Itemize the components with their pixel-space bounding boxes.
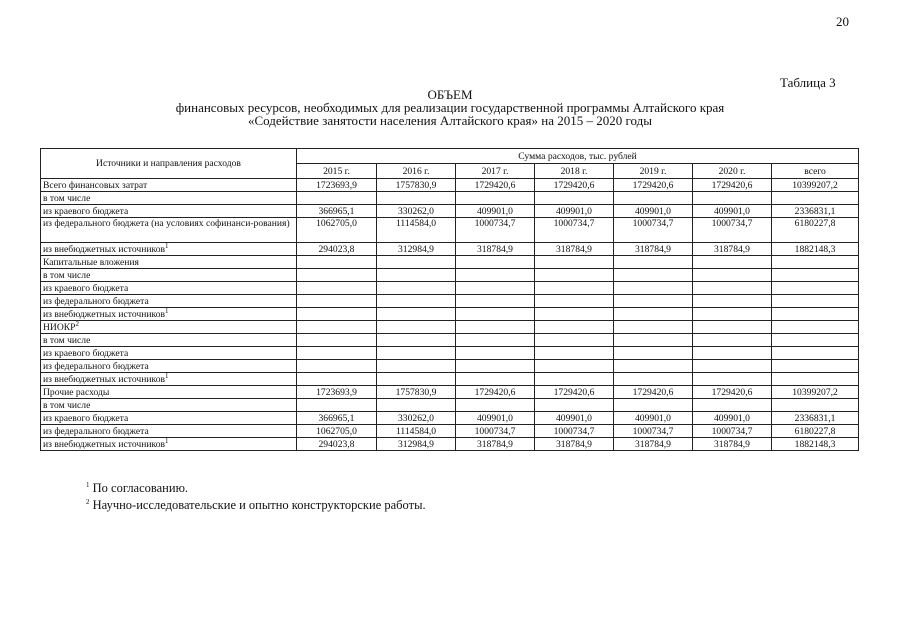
- value-cell: 1062705,0: [297, 425, 377, 438]
- total-cell: [772, 334, 859, 347]
- value-cell: 330262,0: [377, 412, 456, 425]
- value-cell: [297, 373, 377, 386]
- value-cell: 294023,8: [297, 438, 377, 451]
- row-label-text: из внебюджетных источников: [43, 243, 166, 255]
- value-cell: [535, 373, 614, 386]
- value-cell: [297, 269, 377, 282]
- value-cell: 1000734,7: [614, 218, 693, 243]
- footnote-ref: 2: [75, 320, 80, 328]
- title-block: [40, 88, 860, 127]
- title-line-2: «Содействие занятости населения Алтайского края» на 2015 – 2020 годы: [247, 113, 652, 128]
- value-cell: 1723693,9: [297, 179, 377, 192]
- value-cell: 318784,9: [614, 243, 693, 256]
- value-cell: [614, 308, 693, 321]
- row-label: [41, 321, 297, 334]
- row-label: [41, 308, 297, 321]
- value-cell: [456, 282, 535, 295]
- title-main: ОБЪЕМ: [427, 87, 473, 102]
- value-cell: 1723693,9: [297, 386, 377, 399]
- value-cell: [297, 334, 377, 347]
- row-label-text: из краевого бюджета: [43, 205, 129, 217]
- value-cell: 1000734,7: [456, 218, 535, 243]
- footnote-ref: 1: [165, 372, 169, 380]
- value-cell: [614, 269, 693, 282]
- value-cell: [377, 321, 456, 334]
- value-cell: [297, 321, 377, 334]
- year-header: 2020 г.: [693, 164, 772, 179]
- year-header: 2017 г.: [456, 164, 535, 179]
- table-row: [41, 438, 859, 451]
- value-cell: [456, 269, 535, 282]
- total-cell: [772, 308, 859, 321]
- footnote-text: По согласованию.: [92, 481, 189, 495]
- value-cell: [456, 256, 535, 269]
- value-cell: [456, 399, 535, 412]
- total-cell: 10399207,2: [772, 386, 859, 399]
- value-cell: [535, 256, 614, 269]
- row-label: [41, 412, 297, 425]
- page-number: 20: [836, 14, 849, 29]
- value-cell: 330262,0: [377, 205, 456, 218]
- value-cell: [614, 321, 693, 334]
- total-cell: [772, 399, 859, 412]
- value-cell: [614, 256, 693, 269]
- year-header: 2015 г.: [297, 164, 377, 179]
- row-label: [41, 438, 297, 451]
- table-row: [41, 308, 859, 321]
- value-cell: 1000734,7: [614, 425, 693, 438]
- value-cell: [614, 192, 693, 205]
- value-cell: 1729420,6: [456, 386, 535, 399]
- table-row: [41, 399, 859, 412]
- header-row-1: [41, 149, 859, 164]
- value-cell: [377, 334, 456, 347]
- value-cell: 1000734,7: [456, 425, 535, 438]
- value-cell: [614, 334, 693, 347]
- value-cell: [693, 373, 772, 386]
- year-header: 2019 г.: [614, 164, 693, 179]
- row-label: [41, 205, 297, 218]
- value-cell: [297, 256, 377, 269]
- total-cell: 6180227,8: [772, 425, 859, 438]
- table-row: [41, 386, 859, 399]
- total-cell: [772, 360, 859, 373]
- value-cell: [456, 347, 535, 360]
- value-cell: 1062705,0: [297, 218, 377, 243]
- value-cell: [535, 192, 614, 205]
- value-cell: 1757830,9: [377, 179, 456, 192]
- value-cell: 409901,0: [614, 412, 693, 425]
- table-row: [41, 282, 859, 295]
- table-row: [41, 192, 859, 205]
- value-cell: [377, 399, 456, 412]
- row-label: [41, 386, 297, 399]
- table-row: [41, 179, 859, 192]
- row-label-text: из федерального бюджета: [43, 295, 149, 307]
- value-cell: 366965,1: [297, 205, 377, 218]
- value-cell: [456, 360, 535, 373]
- value-cell: [614, 295, 693, 308]
- value-cell: [377, 269, 456, 282]
- row-label-text: из краевого бюджета: [43, 282, 129, 294]
- value-cell: [693, 308, 772, 321]
- table-row: [41, 425, 859, 438]
- title-line-1: финансовых ресурсов, необходимых для реализации государственной программы Алтайского края: [175, 100, 725, 115]
- total-cell: 2336831,1: [772, 412, 859, 425]
- row-label-text: в том числе: [43, 399, 91, 411]
- value-cell: [377, 295, 456, 308]
- value-cell: 1729420,6: [693, 179, 772, 192]
- row-label-text: в том числе: [43, 334, 91, 346]
- row-label: [41, 373, 297, 386]
- value-cell: 318784,9: [535, 243, 614, 256]
- value-cell: [297, 295, 377, 308]
- value-cell: [693, 192, 772, 205]
- value-cell: 318784,9: [456, 438, 535, 451]
- total-cell: [772, 295, 859, 308]
- row-label-text: из федерального бюджета: [43, 360, 149, 372]
- value-cell: [535, 347, 614, 360]
- total-cell: [772, 269, 859, 282]
- total-cell: [772, 256, 859, 269]
- value-cell: [377, 373, 456, 386]
- value-cell: 318784,9: [693, 438, 772, 451]
- row-label-text: Прочие расходы: [43, 386, 110, 398]
- value-cell: [377, 360, 456, 373]
- value-cell: [535, 360, 614, 373]
- row-label: [41, 192, 297, 205]
- footnote: [86, 497, 426, 514]
- value-cell: [693, 321, 772, 334]
- row-label-text: из внебюджетных источников: [43, 373, 166, 385]
- footnote: [86, 480, 426, 497]
- total-cell: 1882148,3: [772, 438, 859, 451]
- value-cell: [535, 282, 614, 295]
- row-label: [41, 334, 297, 347]
- row-label-text: в том числе: [43, 269, 91, 281]
- footnote-ref: 1: [165, 242, 169, 250]
- value-cell: 1729420,6: [456, 179, 535, 192]
- footnotes: [86, 480, 426, 514]
- value-cell: 294023,8: [297, 243, 377, 256]
- value-cell: 1000734,7: [535, 425, 614, 438]
- table-row: [41, 256, 859, 269]
- value-cell: [535, 269, 614, 282]
- sum-header: Сумма расходов, тыс. рублей: [297, 149, 859, 164]
- value-cell: [693, 360, 772, 373]
- financial-table: [40, 148, 859, 451]
- row-label: [41, 269, 297, 282]
- row-label-text: Всего финансовых затрат: [43, 179, 148, 191]
- value-cell: 318784,9: [614, 438, 693, 451]
- row-label: [41, 218, 297, 243]
- value-cell: 1000734,7: [693, 425, 772, 438]
- footnote-text: Научно-исследовательские и опытно конструкторские работы.: [92, 498, 426, 512]
- value-cell: [693, 282, 772, 295]
- table-label: Таблица 3: [780, 75, 836, 90]
- total-cell: 1882148,3: [772, 243, 859, 256]
- total-cell: 6180227,8: [772, 218, 859, 243]
- table-row: [41, 218, 859, 243]
- table-row: [41, 321, 859, 334]
- value-cell: [456, 308, 535, 321]
- total-cell: [772, 347, 859, 360]
- value-cell: [693, 334, 772, 347]
- value-cell: [614, 373, 693, 386]
- value-cell: [297, 347, 377, 360]
- value-cell: [614, 399, 693, 412]
- value-cell: 1729420,6: [693, 386, 772, 399]
- value-cell: [377, 256, 456, 269]
- total-cell: 10399207,2: [772, 179, 859, 192]
- value-cell: [297, 192, 377, 205]
- value-cell: [456, 295, 535, 308]
- value-cell: 318784,9: [693, 243, 772, 256]
- table-row: [41, 360, 859, 373]
- row-label: [41, 282, 297, 295]
- value-cell: [456, 334, 535, 347]
- year-header: 2016 г.: [377, 164, 456, 179]
- row-label-text: в том числе: [43, 192, 91, 204]
- value-cell: [693, 399, 772, 412]
- row-label-text: из внебюджетных источников: [43, 308, 166, 320]
- value-cell: [614, 347, 693, 360]
- row-label: [41, 347, 297, 360]
- value-cell: 318784,9: [456, 243, 535, 256]
- value-cell: 409901,0: [456, 412, 535, 425]
- footnote-mark: 2: [86, 497, 90, 506]
- value-cell: 409901,0: [693, 205, 772, 218]
- row-label-text: Капитальные вложения: [43, 256, 139, 268]
- value-cell: [297, 360, 377, 373]
- table-row: [41, 269, 859, 282]
- value-cell: [456, 321, 535, 334]
- value-cell: 1000734,7: [693, 218, 772, 243]
- value-cell: [535, 308, 614, 321]
- table-row: [41, 295, 859, 308]
- table-row: [41, 334, 859, 347]
- value-cell: 1729420,6: [614, 179, 693, 192]
- value-cell: 1757830,9: [377, 386, 456, 399]
- row-label: [41, 399, 297, 412]
- total-cell: [772, 373, 859, 386]
- value-cell: 312984,9: [377, 438, 456, 451]
- table-row: [41, 412, 859, 425]
- value-cell: [693, 256, 772, 269]
- value-cell: 409901,0: [535, 205, 614, 218]
- value-cell: [377, 192, 456, 205]
- row-label-text: НИОКР: [43, 321, 76, 333]
- value-cell: [297, 308, 377, 321]
- row-label: [41, 179, 297, 192]
- footnote-ref: 1: [165, 437, 169, 445]
- value-cell: [377, 282, 456, 295]
- total-header: всего: [772, 164, 859, 179]
- value-cell: [456, 192, 535, 205]
- value-cell: [614, 360, 693, 373]
- value-cell: 1114584,0: [377, 218, 456, 243]
- value-cell: [693, 347, 772, 360]
- total-cell: [772, 192, 859, 205]
- row-label: [41, 425, 297, 438]
- value-cell: [535, 321, 614, 334]
- source-header: Источники и направления расходов: [41, 149, 297, 179]
- year-header: 2018 г.: [535, 164, 614, 179]
- value-cell: 318784,9: [535, 438, 614, 451]
- value-cell: 409901,0: [693, 412, 772, 425]
- total-cell: 2336831,1: [772, 205, 859, 218]
- value-cell: [377, 347, 456, 360]
- value-cell: [535, 295, 614, 308]
- value-cell: 409901,0: [456, 205, 535, 218]
- value-cell: [614, 282, 693, 295]
- value-cell: [377, 308, 456, 321]
- value-cell: 1114584,0: [377, 425, 456, 438]
- row-label: [41, 360, 297, 373]
- table-row: [41, 347, 859, 360]
- row-label-text: из федерального бюджета (на условиях софинанси-рования): [43, 218, 290, 229]
- row-label-text: из внебюджетных источников: [43, 438, 166, 450]
- row-label-text: из федерального бюджета: [43, 425, 149, 437]
- total-cell: [772, 282, 859, 295]
- footnote-ref: 1: [165, 307, 169, 315]
- table-body: [41, 179, 859, 451]
- value-cell: 1729420,6: [535, 179, 614, 192]
- value-cell: 409901,0: [535, 412, 614, 425]
- table-row: [41, 243, 859, 256]
- value-cell: [297, 282, 377, 295]
- value-cell: [535, 399, 614, 412]
- value-cell: [535, 334, 614, 347]
- row-label: [41, 243, 297, 256]
- value-cell: [456, 373, 535, 386]
- value-cell: [693, 295, 772, 308]
- value-cell: 409901,0: [614, 205, 693, 218]
- total-cell: [772, 321, 859, 334]
- value-cell: 312984,9: [377, 243, 456, 256]
- value-cell: 1000734,7: [535, 218, 614, 243]
- footnote-mark: 1: [86, 480, 90, 489]
- row-label-text: из краевого бюджета: [43, 412, 129, 424]
- table-row: [41, 205, 859, 218]
- row-label-text: из краевого бюджета: [43, 347, 129, 359]
- value-cell: 366965,1: [297, 412, 377, 425]
- value-cell: [693, 269, 772, 282]
- value-cell: 1729420,6: [535, 386, 614, 399]
- value-cell: 1729420,6: [614, 386, 693, 399]
- table-row: [41, 373, 859, 386]
- value-cell: [297, 399, 377, 412]
- row-label: [41, 256, 297, 269]
- row-label: [41, 295, 297, 308]
